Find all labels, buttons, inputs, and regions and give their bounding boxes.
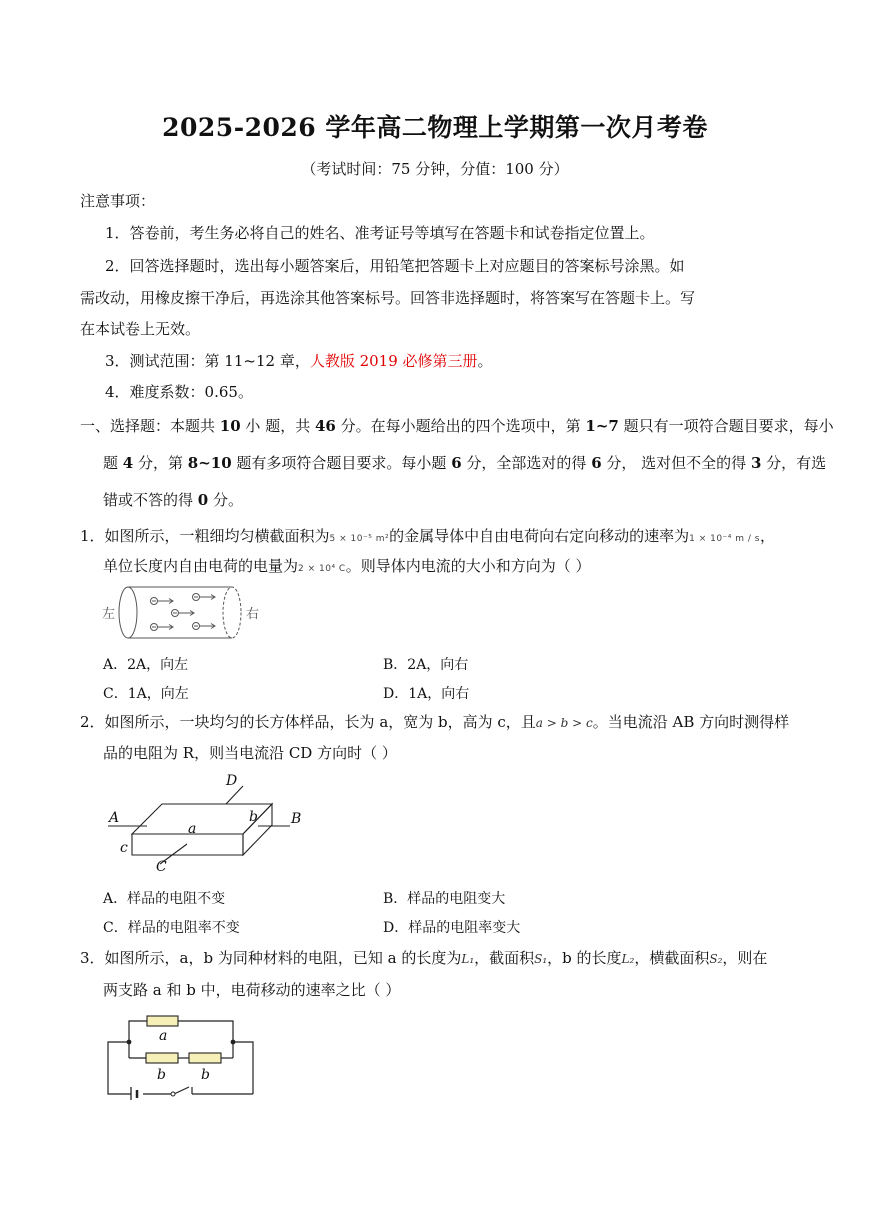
- q1-formula-charge: 2 × 10⁴ C: [298, 564, 346, 574]
- s1-text: 题只有一项符合题目要求，每小: [618, 417, 834, 435]
- s1-num: 6: [451, 454, 462, 472]
- circuit-wires: [108, 1021, 253, 1094]
- q3-symbol-L1: L₁: [461, 952, 475, 966]
- battery-icon: [131, 1087, 137, 1100]
- label-a: a: [159, 1028, 168, 1044]
- q1-option-a: A．2A，向左: [103, 657, 189, 673]
- charge-arrows: [151, 594, 216, 631]
- q3-text: ，截面积: [474, 949, 535, 967]
- s1-num: 3: [750, 454, 762, 472]
- q1-option-b: B．2A，向右: [383, 657, 469, 673]
- s1-text: 题有多项符合题目要求。每小题: [231, 454, 452, 472]
- s1-num: 4: [122, 454, 134, 472]
- q2-line-2: 品的电阻为 R，则当电流沿 CD 方向时（ ）: [103, 744, 397, 762]
- q1-formula-speed: 1 × 10⁻⁴ m / s: [689, 534, 760, 544]
- label-b: b: [249, 809, 258, 825]
- q1-conductor-figure: [98, 582, 268, 644]
- q2-block-figure: [100, 770, 310, 874]
- notice-item-1: 1．答卷前，考生务必将自己的姓名、准考证号等填写在答题卡和试卷指定位置上。: [105, 224, 655, 242]
- switch-icon: [171, 1092, 175, 1096]
- notice-item-2-line-2: 需改动，用橡皮擦干净后，再选涂其他答案标号。回答非选择题时，将答案写在答题卡上。写: [80, 289, 696, 307]
- fig-label-left: 左: [102, 607, 116, 622]
- q2-option-d: D．样品的电阻率变大: [383, 920, 521, 936]
- section-1-line-3: [103, 490, 243, 510]
- s1-num: 0: [197, 491, 209, 509]
- q3-text: ，b 的长度: [547, 949, 622, 967]
- q2-option-a: A．样品的电阻不变: [103, 891, 226, 907]
- q2-option-b: B．样品的电阻变大: [383, 891, 506, 907]
- s1-text: 分， 选对但不全的得: [601, 454, 751, 472]
- s1-text: 一、选择题：本题共: [80, 417, 220, 435]
- notice-item-3: [105, 351, 493, 371]
- s1-text: 分，全部选对的得: [461, 454, 592, 472]
- q3-circuit-figure: [100, 1008, 260, 1100]
- q3-text: ，则在: [722, 949, 768, 967]
- notice-item-2-line-3: 在本试卷上无效。: [80, 320, 201, 338]
- electrode-leads: [108, 786, 290, 864]
- q1-line-2: [103, 556, 591, 579]
- q2-text: 。当电流沿 AB 方向时测得样: [592, 713, 790, 731]
- label-C: C: [156, 859, 167, 874]
- s1-text: 小 题，共: [240, 417, 315, 435]
- s1-num: 10: [219, 417, 241, 435]
- q1-text: 的金属导体中自由电荷向右定向移动的速率为: [389, 527, 690, 545]
- q3-text: 3．如图所示，a，b 为同种材料的电阻，已知 a 的长度为: [80, 949, 462, 967]
- q1-option-d: D．1A，向右: [383, 686, 470, 702]
- s1-text: 分，有选: [761, 454, 827, 472]
- fig-label-right: 右: [246, 607, 260, 622]
- q3-line-2: 两支路 a 和 b 中，电荷移动的速率之比（ ）: [103, 981, 401, 999]
- notice-heading: 注意事项：: [80, 192, 156, 210]
- q1-option-c: C．1A，向左: [103, 686, 189, 702]
- resistors: [146, 1016, 221, 1063]
- junction-dot: [127, 1040, 132, 1045]
- q3-symbol-S2: S₂: [709, 952, 723, 966]
- q1-text: 单位长度内自由电荷的电量为: [103, 557, 299, 575]
- q3-symbol-L2: L₂: [621, 952, 635, 966]
- junction-dot: [231, 1040, 236, 1045]
- resistor-b2: [189, 1053, 221, 1063]
- page-title: 2025-2026 学年高二物理上学期第一次月考卷: [162, 113, 708, 142]
- s1-text: 分。在每小题给出的四个选项中，第: [335, 417, 586, 435]
- label-A: A: [109, 810, 120, 826]
- q1-line-1: [80, 526, 775, 549]
- notice-item-3-end: 。: [477, 352, 493, 370]
- notice-item-4: 4．难度系数：0.65。: [105, 383, 253, 401]
- label-D: D: [226, 773, 238, 789]
- q1-text: 1．如图所示，一粗细均匀横截面积为: [80, 527, 330, 545]
- q3-symbol-S1: S₁: [534, 952, 548, 966]
- resistor-b1: [146, 1053, 178, 1063]
- s1-text: 错或不答的得: [103, 491, 198, 509]
- label-b: b: [157, 1067, 166, 1083]
- s1-text: 题: [103, 454, 123, 472]
- notice-item-3-text: 3．测试范围：第 11~12 章，: [105, 352, 310, 370]
- s1-num: 1~7: [585, 417, 619, 435]
- q2-text: 2．如图所示，一块均匀的长方体样品，长为 a，宽为 b，高为 c，且: [80, 713, 536, 731]
- s1-num: 6: [591, 454, 602, 472]
- s1-text: 分，第: [133, 454, 188, 472]
- label-a: a: [188, 821, 197, 837]
- q3-text: ，横截面积: [634, 949, 710, 967]
- q2-line-1: [80, 712, 789, 733]
- q1-formula-area: 5 × 10⁻⁵ m²: [329, 534, 390, 544]
- label-c: c: [120, 840, 128, 856]
- section-1-line-1: [80, 416, 834, 436]
- q2-option-c: C．样品的电阻率不变: [103, 920, 240, 936]
- exam-info: （考试时间：75 分钟，分值：100 分）: [301, 160, 569, 178]
- label-b: b: [201, 1067, 210, 1083]
- s1-num: 46: [314, 417, 336, 435]
- q1-text: 。则导体内电流的大小和方向为（ ）: [345, 557, 591, 575]
- q2-formula: a > b > c: [535, 716, 593, 730]
- resistor-a: [147, 1016, 178, 1026]
- notice-item-2-line-1: 2．回答选择题时，选出每小题答案后，用铅笔把答题卡上对应题目的答案标号涂黑。如: [105, 257, 685, 275]
- s1-num: 8~10: [187, 454, 232, 472]
- label-B: B: [291, 811, 302, 827]
- s1-text: 分。: [208, 491, 243, 509]
- q3-line-1: [80, 948, 767, 969]
- textbook-range: 人教版 2019 必修第三册: [309, 352, 478, 370]
- section-1-line-2: [103, 453, 826, 473]
- q1-text: ，: [759, 527, 775, 545]
